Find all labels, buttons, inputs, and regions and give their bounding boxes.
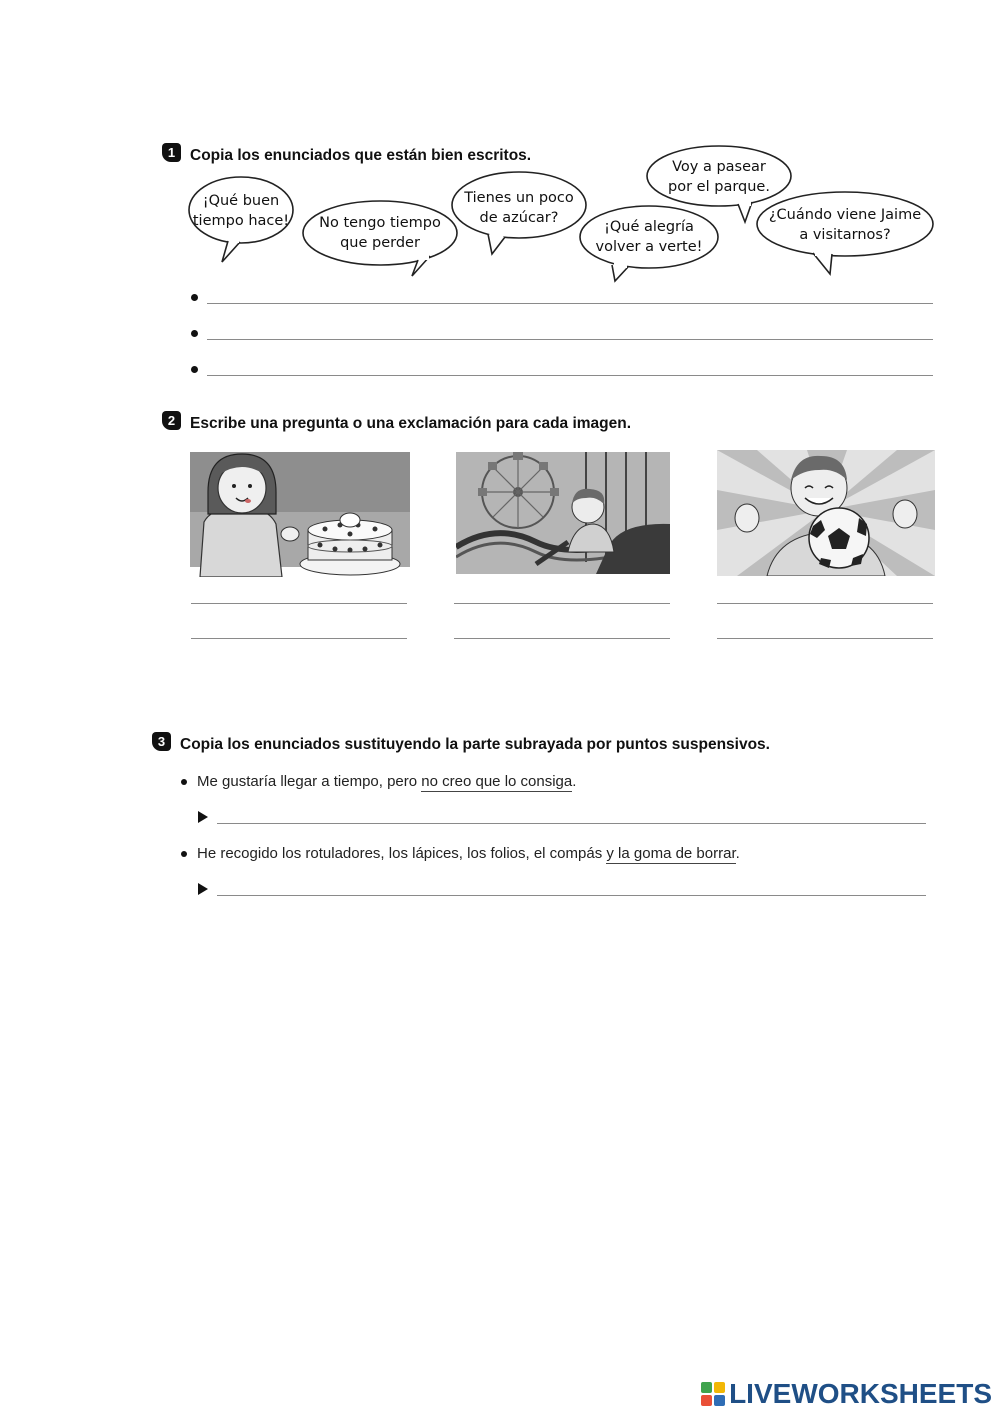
bullet	[181, 779, 187, 785]
answer-line-2[interactable]	[207, 339, 933, 340]
answer-line-3[interactable]	[207, 375, 933, 376]
speech-bubble-1-text	[189, 191, 293, 231]
bubble-3-line-1: Tienes un poco	[464, 190, 574, 206]
speech-bubble-5-text	[647, 157, 791, 197]
bubble-1-line-1: ¡Qué buen	[202, 193, 280, 209]
sentence-1-end: .	[572, 773, 577, 790]
sentence-2-end: .	[735, 845, 740, 862]
bullet	[191, 330, 198, 337]
bubble-6-line-2: a visitarnos?	[799, 227, 891, 243]
exercise-3-number-badge: 3	[152, 732, 171, 751]
speech-bubble-4-text	[580, 217, 718, 257]
exercise-1-number-badge: 1	[162, 143, 181, 162]
bubble-5-line-1: Voy a pasear	[672, 159, 766, 175]
bubble-4-line-1: ¡Qué alegría	[604, 219, 694, 235]
bubble-5-line-2: por el parque.	[668, 179, 770, 195]
sentence-2-answer-line[interactable]	[217, 895, 926, 896]
bubble-1-line-2: tiempo hace!	[192, 213, 290, 229]
bubble-3-line-2: de azúcar?	[479, 210, 559, 226]
speech-bubble-3-text	[452, 188, 586, 228]
girl-with-cake-illustration	[190, 452, 410, 577]
image-2-answer-line-2[interactable]	[454, 638, 670, 639]
bullet	[191, 294, 198, 301]
image-2-answer-line-1[interactable]	[454, 603, 670, 604]
answer-line-1[interactable]	[207, 303, 933, 304]
liveworksheets-logo-text: LIVEWORKSHEETS	[729, 1378, 992, 1409]
image-1-answer-line-2[interactable]	[191, 638, 407, 639]
bullet	[181, 851, 187, 857]
boy-with-football-illustration	[717, 450, 935, 576]
speech-bubbles-graphic	[0, 0, 1000, 290]
sentence-1-answer-line[interactable]	[217, 823, 926, 824]
bubble-6-line-1: ¿Cuándo viene Jaime	[768, 207, 922, 223]
bullet	[191, 366, 198, 373]
liveworksheets-logo-icon	[700, 1381, 726, 1407]
exercise-2-instruction: Escribe una pregunta o una exclamación para cada imagen.	[190, 415, 632, 432]
sentence-2-text: He recogido los rotuladores, los lápices, los folios, el compás	[197, 845, 607, 862]
arrow-icon	[198, 883, 208, 895]
bubble-4-line-2: volver a verte!	[595, 239, 703, 255]
image-1-answer-line-1[interactable]	[191, 603, 407, 604]
image-3-answer-line-1[interactable]	[717, 603, 933, 604]
speech-bubble-6-text	[757, 205, 933, 245]
exercise-1-instruction: Copia los enunciados que están bien escritos.	[190, 147, 532, 164]
sentence-1-underlined-part: no creo que lo consiga	[421, 773, 573, 790]
bubble-2-line-1: No tengo tiempo	[319, 215, 441, 231]
bubble-2-line-2: que perder	[340, 235, 420, 251]
sentence-1	[197, 773, 576, 790]
speech-bubble-6-tail	[813, 253, 832, 274]
speech-bubble-1-tail	[222, 241, 240, 262]
exercise-3-instruction: Copia los enunciados sustituyendo la parte subrayada por puntos suspensivos.	[180, 736, 770, 753]
speech-bubble-2-text	[303, 213, 457, 253]
liveworksheets-logo	[700, 1376, 992, 1412]
sentence-2	[197, 845, 740, 862]
boy-at-fairground-illustration	[456, 452, 670, 574]
sentence-1-text: Me gustaría llegar a tiempo, pero	[197, 773, 422, 790]
exercise-2-number-badge: 2	[162, 411, 181, 430]
image-3-answer-line-2[interactable]	[717, 638, 933, 639]
sentence-2-underlined-part: y la goma de borrar	[606, 845, 736, 862]
arrow-icon	[198, 811, 208, 823]
